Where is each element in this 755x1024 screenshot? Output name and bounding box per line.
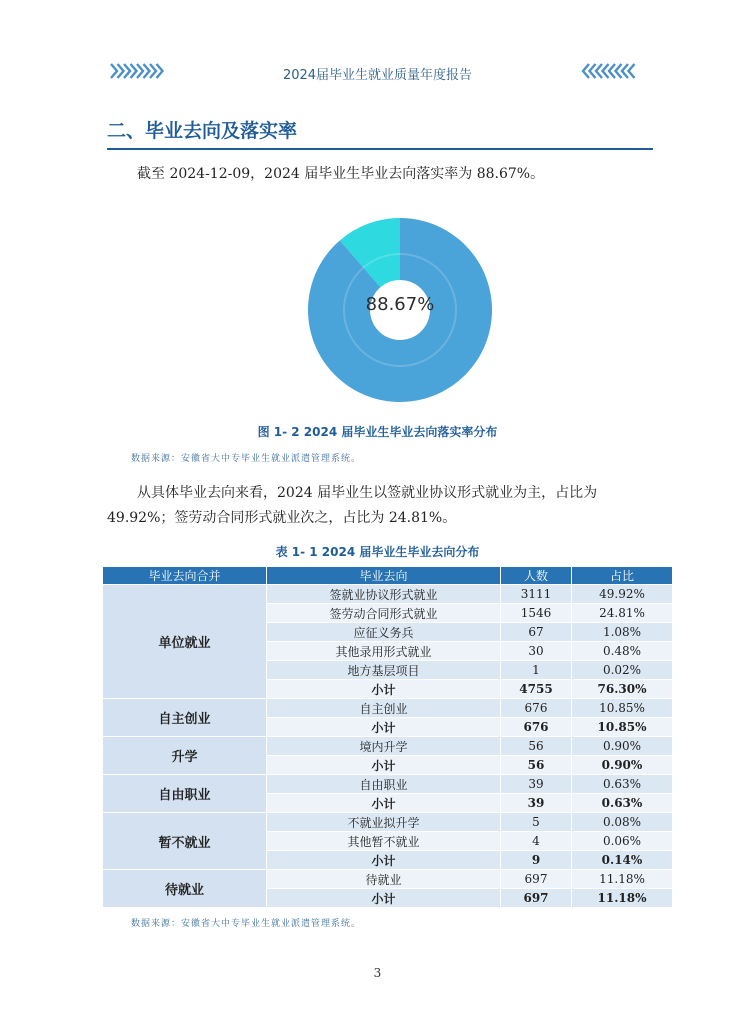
group-cell: 暂不就业 [103, 813, 267, 870]
percent-cell: 0.48% [572, 642, 673, 661]
destination-cell: 签就业协议形式就业 [267, 585, 501, 604]
table-row [103, 775, 673, 794]
percent-cell: 0.63% [572, 794, 673, 813]
count-cell: 56 [501, 756, 572, 775]
header-title: 2024届毕业生就业质量年度报告 [282, 68, 473, 83]
section-divider [107, 148, 653, 150]
count-cell: 676 [501, 699, 572, 718]
table-row [103, 813, 673, 832]
percent-cell: 76.30% [572, 680, 673, 699]
count-cell: 30 [501, 642, 572, 661]
destination-cell: 自主创业 [267, 699, 501, 718]
count-cell: 676 [501, 718, 572, 737]
destination-cell: 待就业 [267, 870, 501, 889]
section-title: 二、毕业去向及落实率 [107, 120, 298, 142]
page-number: 3 [373, 966, 382, 980]
percent-cell: 11.18% [572, 889, 673, 908]
destination-cell: 自由职业 [267, 775, 501, 794]
table-source: 数据来源：安徽省大中专毕业生就业派遣管理系统。 [131, 919, 362, 929]
destination-cell: 小计 [267, 889, 501, 908]
column-header: 毕业去向 [267, 567, 501, 585]
percent-cell: 10.85% [572, 699, 673, 718]
page-header [0, 58, 755, 90]
table-caption: 表 1- 1 2024 届毕业生毕业去向分布 [275, 545, 480, 559]
table-row [103, 699, 673, 718]
table-header-row [103, 567, 673, 585]
percent-cell: 49.92% [572, 585, 673, 604]
intro-paragraph: 截至 2024-12-09，2024 届毕业生毕业去向落实率为 88.67%。 [137, 166, 545, 182]
count-cell: 39 [501, 794, 572, 813]
destination-cell: 签劳动合同形式就业 [267, 604, 501, 623]
figure-caption: 图 1- 2 2024 届毕业生毕业去向落实率分布 [257, 425, 498, 439]
group-cell: 自由职业 [103, 775, 267, 813]
destination-cell: 不就业拟升学 [267, 813, 501, 832]
group-cell: 升学 [103, 737, 267, 775]
destination-cell: 小计 [267, 680, 501, 699]
donut-center-label: 88.67% [365, 294, 435, 315]
destination-cell: 小计 [267, 756, 501, 775]
percent-cell: 24.81% [572, 604, 673, 623]
percent-cell: 0.08% [572, 813, 673, 832]
percent-cell: 0.90% [572, 756, 673, 775]
count-cell: 67 [501, 623, 572, 642]
count-cell: 56 [501, 737, 572, 756]
group-cell: 待就业 [103, 870, 267, 908]
destination-cell: 其他录用形式就业 [267, 642, 501, 661]
percent-cell: 0.90% [572, 737, 673, 756]
destination-table [102, 566, 673, 908]
group-cell: 单位就业 [103, 585, 267, 699]
table-row [103, 585, 673, 604]
count-cell: 5 [501, 813, 572, 832]
group-cell: 自主创业 [103, 699, 267, 737]
donut-chart [300, 210, 500, 410]
percent-cell: 1.08% [572, 623, 673, 642]
destination-cell: 小计 [267, 794, 501, 813]
destination-cell: 地方基层项目 [267, 661, 501, 680]
destination-cell: 应征义务兵 [267, 623, 501, 642]
destination-cell: 境内升学 [267, 737, 501, 756]
detail-paragraph: 从具体毕业去向来看，2024 届毕业生以签就业协议形式就业为主，占比为 49.92%；签劳动合同形式就业次之，占比为 24.81%。 [107, 485, 598, 526]
count-cell: 1 [501, 661, 572, 680]
count-cell: 1546 [501, 604, 572, 623]
count-cell: 3111 [501, 585, 572, 604]
percent-cell: 0.14% [572, 851, 673, 870]
table-body [103, 585, 673, 908]
count-cell: 4 [501, 832, 572, 851]
percent-cell: 0.06% [572, 832, 673, 851]
percent-cell: 0.02% [572, 661, 673, 680]
count-cell: 697 [501, 870, 572, 889]
column-header: 人数 [501, 567, 572, 585]
destination-cell: 小计 [267, 851, 501, 870]
count-cell: 9 [501, 851, 572, 870]
count-cell: 697 [501, 889, 572, 908]
percent-cell: 0.63% [572, 775, 673, 794]
percent-cell: 11.18% [572, 870, 673, 889]
table-row [103, 737, 673, 756]
chevron-mark [629, 64, 635, 78]
table-row [103, 870, 673, 889]
destination-cell: 小计 [267, 718, 501, 737]
percent-cell: 10.85% [572, 718, 673, 737]
chevron-left-decoration-icon [580, 61, 636, 81]
count-cell: 4755 [501, 680, 572, 699]
figure-source: 数据来源：安徽省大中专毕业生就业派遣管理系统。 [131, 454, 362, 464]
count-cell: 39 [501, 775, 572, 794]
destination-cell: 其他暂不就业 [267, 832, 501, 851]
column-header: 毕业去向合并 [103, 567, 267, 585]
column-header: 占比 [572, 567, 673, 585]
